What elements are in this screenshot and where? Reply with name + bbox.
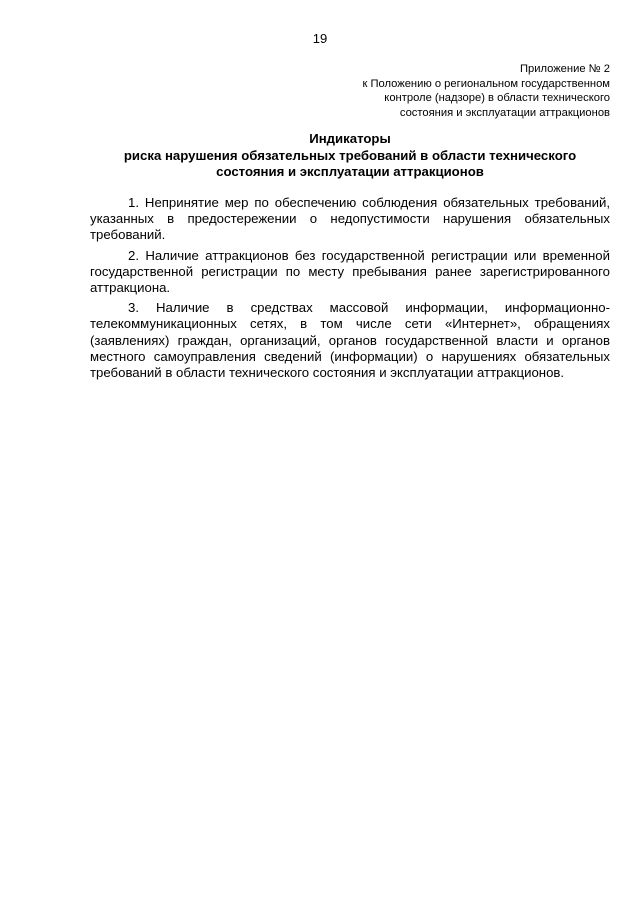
appendix-line: Приложение № 2: [519, 63, 610, 75]
title-line: риска нарушения обязательных требований в области технического: [123, 147, 577, 163]
appendix-header: [310, 62, 610, 120]
title-line: состояния и эксплуатации аттракционов: [216, 164, 484, 179]
appendix-line: контроле (надзоре) в области технического: [384, 92, 610, 105]
document-body: [90, 195, 610, 385]
title-line: Индикаторы: [309, 131, 391, 146]
list-item: 3. Наличие в средствах массовой информации, информационно-телекоммуникационных сетях, в том числе сети «Интернет», обращениях (заявлениях) граждан, организаций, органов государственной власти и органов местного самоуправления сведений (информации) о нарушениях обязательных требований в области технического состояния и эксплуатации аттракционов.: [90, 300, 610, 381]
list-item: 1. Непринятие мер по обеспечению соблюдения обязательных требований, указанных в предостережении о недопустимости нарушения обязательных требований.: [90, 195, 610, 243]
page-number: 19: [312, 31, 328, 46]
appendix-line: к Положению о региональном государственном: [362, 77, 610, 90]
list-item: 2. Наличие аттракционов без государственной регистрации или временной государственной регистрации по месту пребывания ранее зарегистрированного аттракциона.: [90, 247, 610, 296]
document-title: [60, 131, 640, 181]
appendix-line: состояния и эксплуатации аттракционов: [399, 106, 610, 119]
